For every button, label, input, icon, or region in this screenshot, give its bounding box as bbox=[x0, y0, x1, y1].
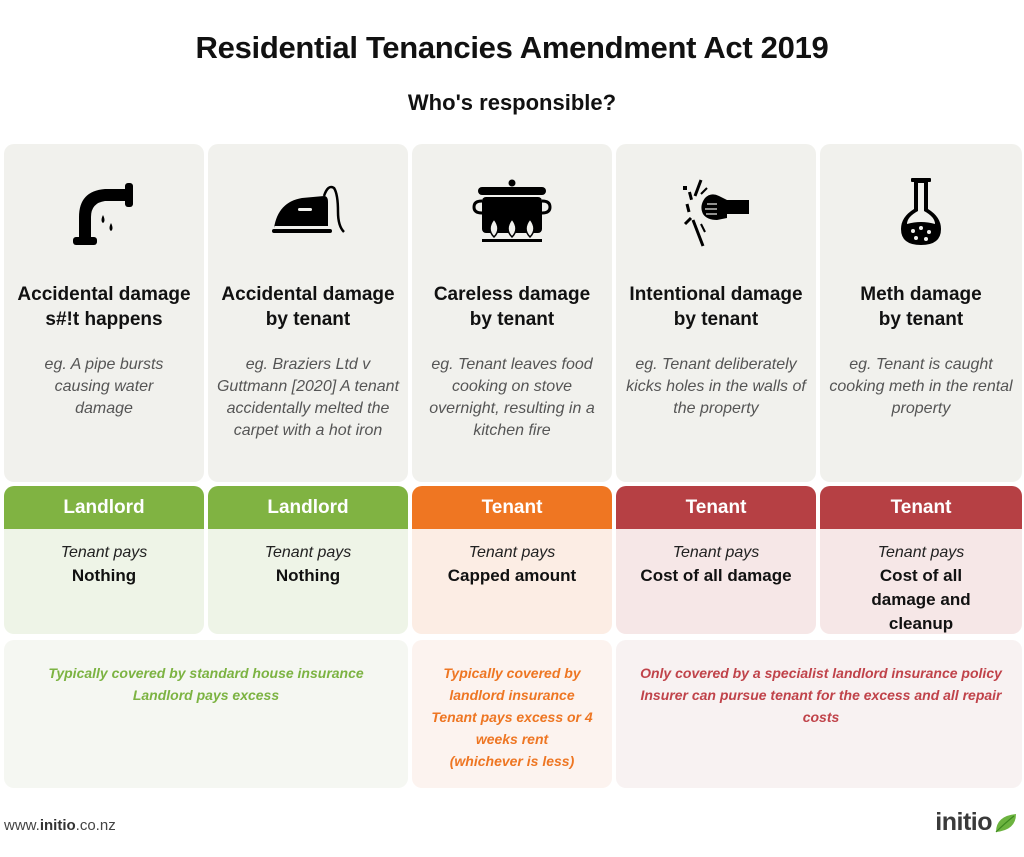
scenario-example: eg. Tenant is caught cooking meth in the rental property bbox=[829, 356, 1013, 417]
scenario-heading: Meth damage by tenant bbox=[860, 284, 982, 330]
responsibility-card-tenant-capped bbox=[412, 486, 612, 634]
initio-logo bbox=[935, 808, 1018, 837]
insurance-note-landlord: Typically covered by standard house insurance Landlord pays excess bbox=[4, 640, 408, 788]
scenario-card-accidental-tenant bbox=[208, 144, 408, 482]
tenant-pays-box bbox=[616, 529, 816, 634]
responsible-party-label: Landlord bbox=[208, 486, 408, 529]
responsibility-card-landlord bbox=[208, 486, 408, 634]
scenario-heading: Careless damage by tenant bbox=[433, 284, 591, 330]
tenant-pays-box bbox=[208, 529, 408, 634]
scenario-example: eg. Tenant leaves food cooking on stove overnight, resulting in a kitchen fire bbox=[429, 356, 595, 439]
responsible-party-label: Tenant bbox=[616, 486, 816, 529]
scenario-card-accidental bbox=[4, 144, 204, 482]
tenant-pays-value: Cost of all damage and cleanup bbox=[871, 566, 971, 633]
scenario-card-careless bbox=[412, 144, 612, 482]
tenant-pays-label: Tenant pays bbox=[877, 544, 965, 561]
tenant-pays-value: Capped amount bbox=[447, 566, 577, 585]
leaf-icon bbox=[994, 812, 1018, 834]
responsibility-card-tenant-full-cleanup bbox=[820, 486, 1022, 634]
scenario-example: eg. Tenant deliberately kicks holes in the walls of the property bbox=[626, 356, 806, 417]
scenario-example: eg. Braziers Ltd v Guttmann [2020] A tenant accidentally melted the carpet with a hot iron bbox=[216, 356, 400, 439]
scenario-heading: Accidental damage s#!t happens bbox=[17, 284, 191, 330]
logo-text: initio bbox=[935, 808, 992, 836]
responsible-party-label: Tenant bbox=[412, 486, 612, 529]
responsible-party-label: Landlord bbox=[4, 486, 204, 529]
clothes-iron-icon bbox=[208, 174, 408, 249]
responsible-party-label: Tenant bbox=[820, 486, 1022, 529]
tenant-pays-value: Cost of all damage bbox=[640, 566, 792, 585]
page-title: Residential Tenancies Amendment Act 2019 bbox=[195, 30, 829, 65]
scenario-example: eg. A pipe bursts causing water damage bbox=[44, 356, 164, 417]
burst-pipe-icon bbox=[4, 174, 204, 249]
website-link[interactable]: www.initio.co.nz bbox=[4, 817, 116, 834]
scenario-card-meth bbox=[820, 144, 1022, 482]
tenant-pays-box bbox=[412, 529, 612, 634]
tenant-pays-value: Nothing bbox=[71, 566, 137, 585]
page-subtitle: Who's responsible? bbox=[407, 90, 617, 115]
insurance-note-intentional: Only covered by a specialist landlord insurance policy Insurer can pursue tenant for the excess and all repair costs bbox=[616, 640, 1022, 788]
responsibility-card-tenant-full bbox=[616, 486, 816, 634]
tenant-pays-label: Tenant pays bbox=[672, 544, 760, 561]
tenant-pays-label: Tenant pays bbox=[264, 544, 352, 561]
scenario-heading: Accidental damage by tenant bbox=[221, 284, 395, 330]
tenant-pays-label: Tenant pays bbox=[468, 544, 556, 561]
tenant-pays-value: Nothing bbox=[275, 566, 341, 585]
tenant-pays-box bbox=[4, 529, 204, 634]
scenario-card-intentional bbox=[616, 144, 816, 482]
tenant-pays-label: Tenant pays bbox=[60, 544, 148, 561]
insurance-note-careless: Typically covered by landlord insurance Tenant pays excess or 4 weeks rent (whichever is less) bbox=[412, 640, 612, 788]
responsibility-card-landlord bbox=[4, 486, 204, 634]
chemistry-flask-icon bbox=[820, 174, 1022, 249]
scenario-heading: Intentional damage by tenant bbox=[629, 284, 803, 330]
tenant-pays-box bbox=[820, 529, 1022, 634]
cooking-pot-on-stove-icon bbox=[412, 174, 612, 249]
fist-punching-wall-icon bbox=[616, 174, 816, 249]
